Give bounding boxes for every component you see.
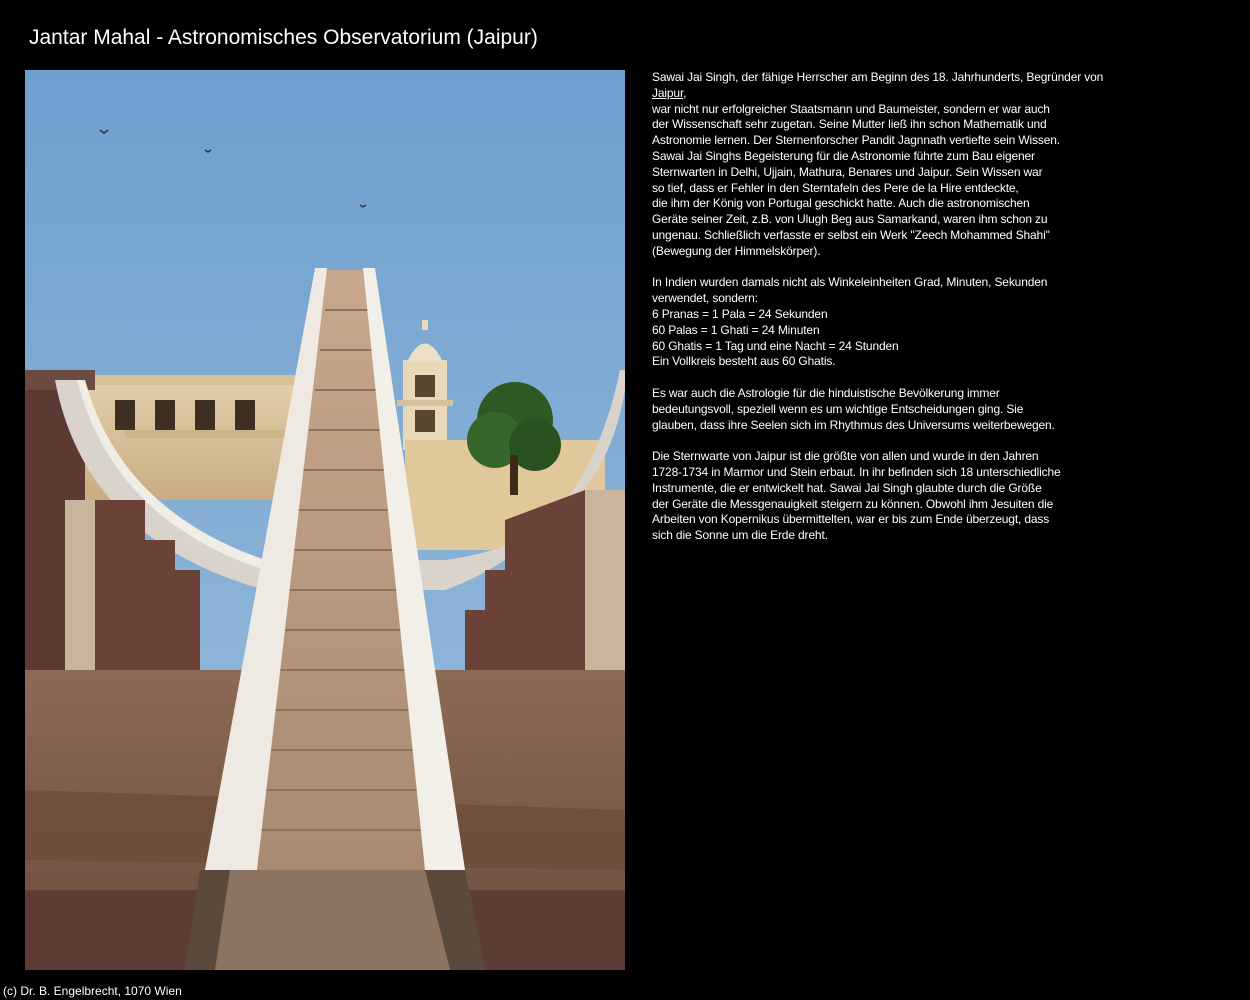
- text-line: Arbeiten von Kopernikus übermittelten, war er bis zum Ende überzeugt, dass: [652, 512, 1050, 527]
- paragraph-astrology: [652, 386, 1132, 433]
- text-line: 60 Ghatis = 1 Tag und eine Nacht = 24 Stunden: [652, 338, 899, 353]
- photo-illustration: [25, 70, 625, 970]
- text-line: Astronomie lernen. Der Sternenforscher Pandit Jagnnath vertiefte sein Wissen.: [652, 133, 1060, 148]
- text-line: In Indien wurden damals nicht als Winkeleinheiten Grad, Minuten, Sekunden: [652, 275, 1048, 290]
- paragraph-observatory: [652, 449, 1132, 544]
- text-line: Ein Vollkreis besteht aus 60 Ghatis.: [652, 354, 836, 369]
- text-line: Die Sternwarte von Jaipur ist die größte von allen und wurde in den Jahren: [652, 449, 1039, 464]
- text-line: Geräte seiner Zeit, z.B. von Ulugh Beg aus Samarkand, waren ihm schon zu: [652, 212, 1048, 227]
- text-line: sich die Sonne um die Erde dreht.: [652, 528, 828, 543]
- text-line: Sternwarten in Delhi, Ujjain, Mathura, Benares und Jaipur. Sein Wissen war: [652, 164, 1043, 179]
- copyright-footer: (c) Dr. B. Engelbrecht, 1070 Wien: [3, 984, 182, 998]
- text-line: ungenau. Schließlich verfasste er selbst ein Werk "Zeech Mohammed Shahi": [652, 227, 1050, 242]
- text-line: so tief, dass er Fehler in den Sterntafeln des Pere de la Hire entdeckte,: [652, 180, 1019, 195]
- text-line: bedeutungsvoll, speziell wenn es um wichtige Entscheidungen ging. Sie: [652, 401, 1024, 416]
- text-line: Es war auch die Astrologie für die hinduistische Bevölkerung immer: [652, 385, 1000, 400]
- text-line: glauben, dass ihre Seelen sich im Rhythmus des Universums weiterbewegen.: [652, 417, 1055, 432]
- page-title: Jantar Mahal - Astronomisches Observatorium (Jaipur): [29, 26, 538, 49]
- text-line: Sawai Jai Singh, der fähige Herrscher am Beginn des 18. Jahrhunderts, Begründer von: [652, 70, 1104, 84]
- text-line: Instrumente, die er entwickelt hat. Sawai Jai Singh glaubte durch die Größe: [652, 480, 1042, 495]
- paragraph-units: [652, 275, 1132, 370]
- text-line: 60 Palas = 1 Ghati = 24 Minuten: [652, 322, 820, 337]
- jaipur-link[interactable]: Jaipur,: [652, 85, 687, 100]
- text-line: der Wissenschaft sehr zugetan. Seine Mutter ließ ihn schon Mathematik und: [652, 117, 1047, 132]
- text-line: 6 Pranas = 1 Pala = 24 Sekunden: [652, 306, 828, 321]
- text-line: 1728-1734 in Marmor und Stein erbaut. In ihr befinden sich 18 unterschiedliche: [652, 464, 1061, 479]
- paragraph-history: [652, 70, 1132, 260]
- text-line: (Bewegung der Himmelskörper).: [652, 243, 821, 258]
- text-line: der Geräte die Messgenauigkeit steigern zu können. Obwohl ihm Jesuiten die: [652, 496, 1054, 511]
- photo-jantar-mantar: [25, 70, 625, 970]
- text-line: verwendet, sondern:: [652, 291, 758, 306]
- text-line: war nicht nur erfolgreicher Staatsmann und Baumeister, sondern er war auch: [652, 101, 1050, 116]
- text-line: die ihm der König von Portugal geschickt hatte. Auch die astronomischen: [652, 196, 1030, 211]
- text-line: Sawai Jai Singhs Begeisterung für die Astronomie führte zum Bau eigener: [652, 148, 1035, 163]
- description-text: [652, 70, 1132, 560]
